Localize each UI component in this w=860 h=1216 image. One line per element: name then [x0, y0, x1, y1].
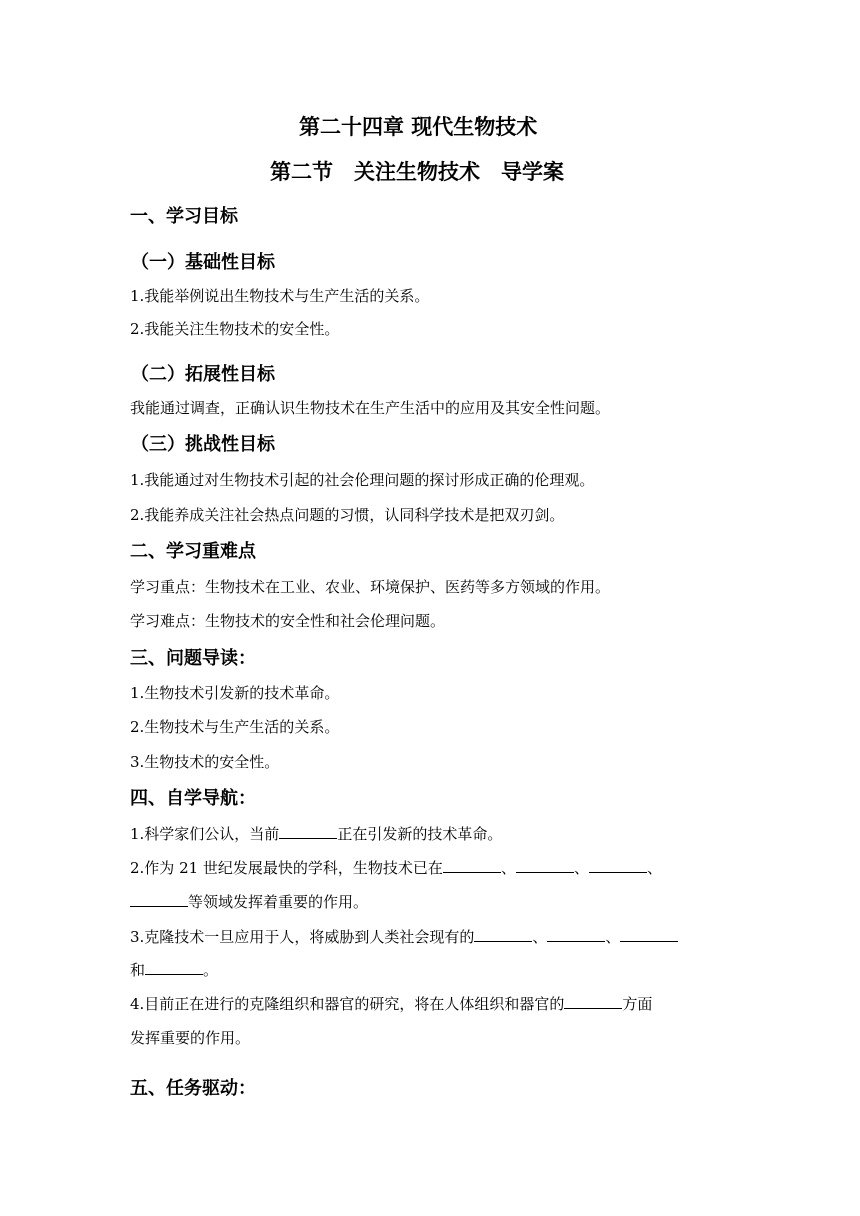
q2-text-a: 2.作为 21 世纪发展最快的学科，生物技术已在 [130, 859, 443, 877]
fill-blank[interactable] [620, 940, 678, 942]
fill-blank[interactable] [564, 1007, 622, 1009]
q3-and: 和 [130, 961, 146, 979]
key-point: 学习重点：生物技术在工业、农业、环境保护、医药等多方领域的作用。 [130, 578, 611, 596]
guide-item-2: 2.生物技术与生产生活的关系。 [130, 718, 340, 736]
heading-key-difficult-points: 二、学习重难点 [130, 541, 256, 562]
basic-objective-2: 2.我能关注生物技术的安全性。 [130, 320, 340, 338]
q3-text-a: 3.克隆技术一旦应用于人，将威胁到人类社会现有的 [130, 928, 475, 946]
basic-objective-1: 1.我能举例说出生物技术与生产生活的关系。 [130, 287, 430, 305]
fill-blank[interactable] [130, 905, 188, 907]
fill-blank[interactable] [145, 973, 203, 975]
q3-sep: 、 [532, 928, 548, 946]
fill-blank[interactable] [516, 871, 574, 873]
heading-challenge-objectives: （三）挑战性目标 [131, 434, 275, 455]
fill-blank[interactable] [443, 871, 501, 873]
self-study-question-3 [130, 930, 678, 945]
heading-question-guide: 三、问题导读： [130, 648, 256, 669]
q4-text-a: 4.目前正在进行的克隆组织和器官的研究，将在人体组织和器官的 [130, 995, 565, 1013]
heading-self-study: 四、自学导航： [130, 788, 256, 809]
chapter-title: 第二十四章 现代生物技术 [299, 115, 538, 139]
heading-learning-objectives: 一、学习目标 [130, 206, 238, 227]
guide-item-1: 1.生物技术引发新的技术革命。 [130, 684, 340, 702]
fill-blank[interactable] [547, 940, 605, 942]
self-study-question-4-cont: 发挥重要的作用。 [130, 1029, 251, 1047]
self-study-question-4 [130, 997, 652, 1012]
q2-sep: 、 [646, 859, 662, 877]
guide-item-3: 3.生物技术的安全性。 [130, 753, 280, 771]
fill-blank[interactable] [589, 871, 647, 873]
heading-basic-objectives: （一）基础性目标 [131, 252, 275, 273]
heading-task-driven: 五、任务驱动： [130, 1078, 256, 1099]
extended-objective: 我能通过调查，正确认识生物技术在生产生活中的应用及其安全性问题。 [130, 399, 611, 417]
q3-sep: 、 [605, 928, 621, 946]
q4-text-b: 方面 [622, 995, 653, 1013]
section-subtitle: 第二节 关注生物技术 导学案 [270, 160, 564, 184]
self-study-question-1 [130, 827, 502, 842]
q1-text-a: 1.科学家们公认，当前 [130, 825, 280, 843]
heading-extended-objectives: （二）拓展性目标 [131, 364, 275, 385]
q2-sep: 、 [500, 859, 516, 877]
self-study-question-2-cont [130, 895, 368, 910]
fill-blank[interactable] [474, 940, 532, 942]
difficult-point: 学习难点：生物技术的安全性和社会伦理问题。 [130, 612, 446, 630]
fill-blank[interactable] [279, 837, 337, 839]
q2-text-b: 等领域发挥着重要的作用。 [188, 893, 369, 911]
q3-end: 。 [203, 961, 219, 979]
challenge-objective-1: 1.我能通过对生物技术引起的社会伦理问题的探讨形成正确的伦理观。 [130, 471, 595, 489]
self-study-question-3-cont [130, 963, 218, 978]
challenge-objective-2: 2.我能养成关注社会热点问题的习惯，认同科学技术是把双刃剑。 [130, 506, 565, 524]
self-study-question-2 [130, 861, 662, 876]
q2-sep: 、 [573, 859, 589, 877]
q1-text-b: 正在引发新的技术革命。 [337, 825, 503, 843]
